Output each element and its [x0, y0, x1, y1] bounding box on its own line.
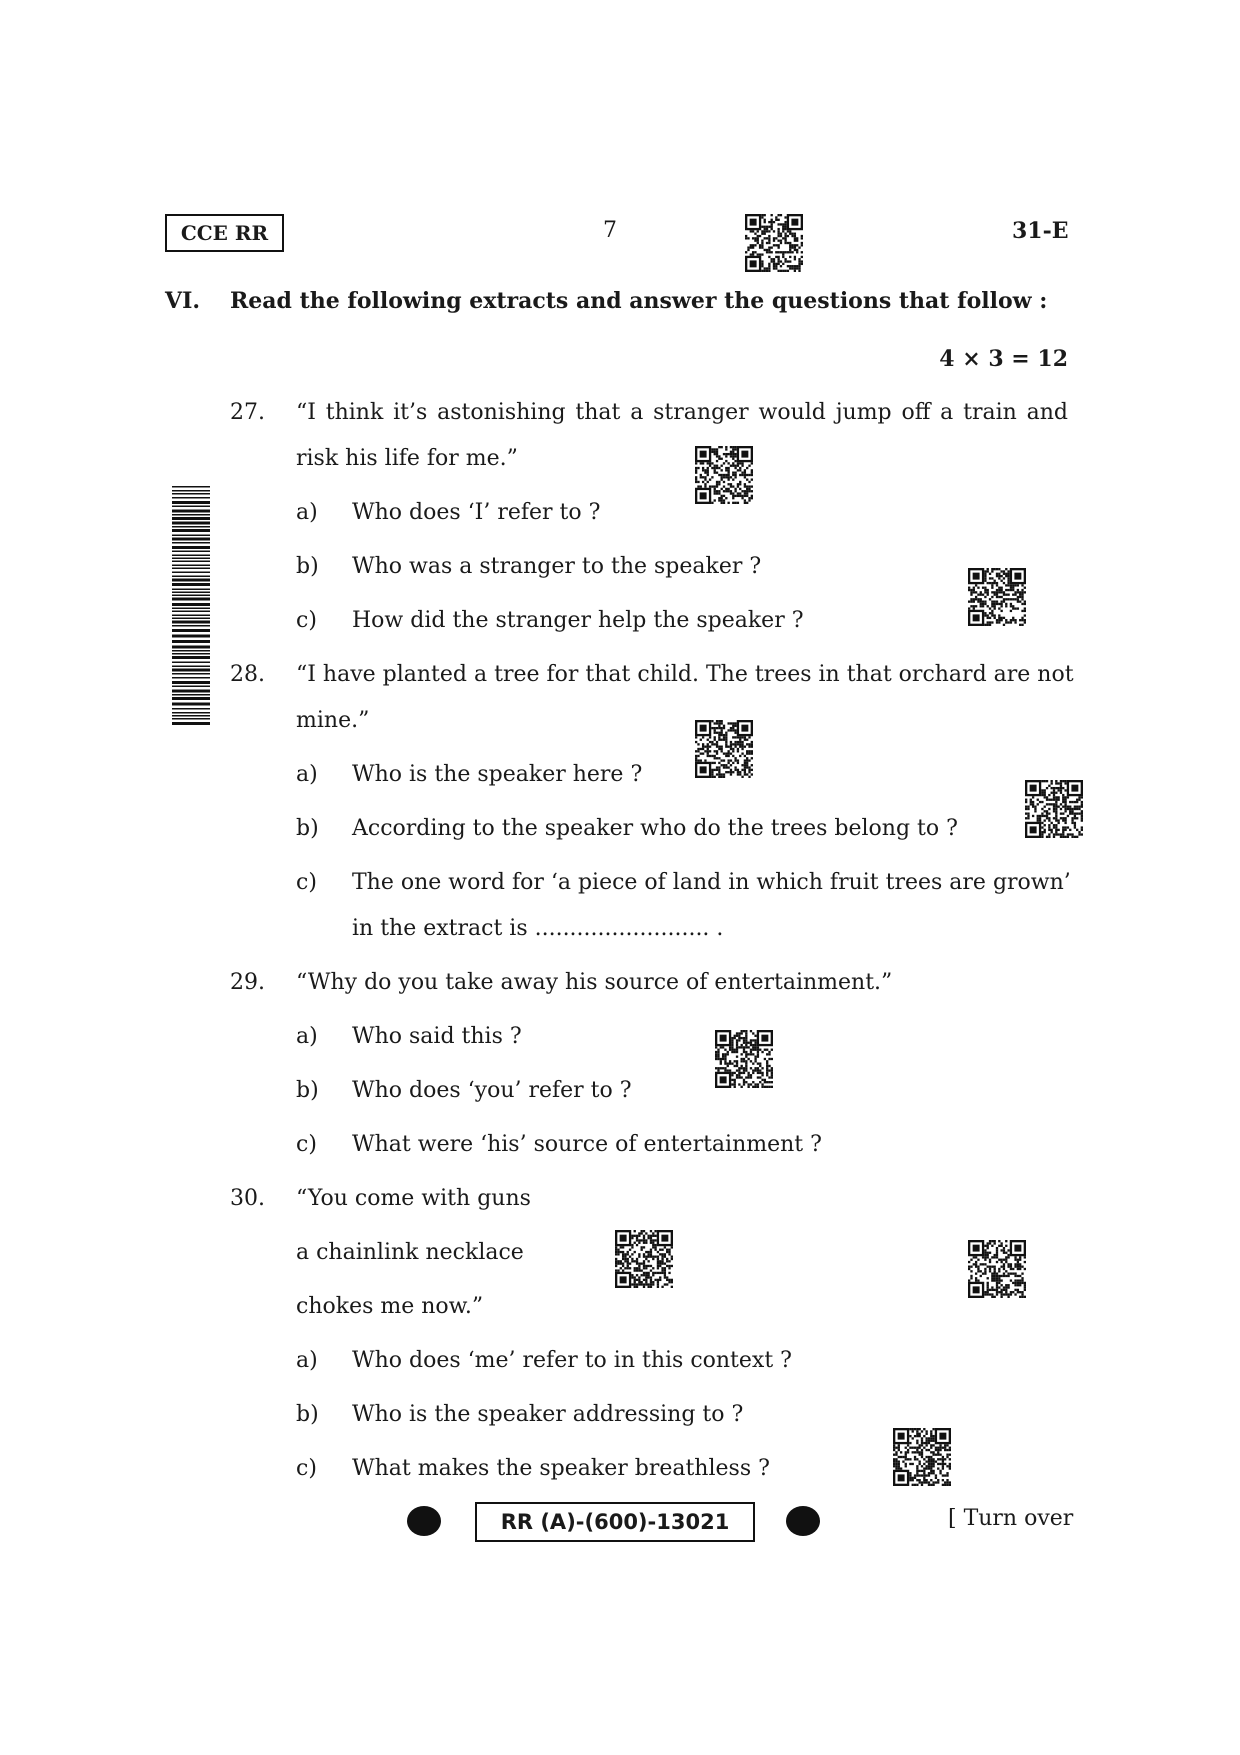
footer-code: RR (A)-(600)-13021: [475, 1502, 755, 1542]
option-text: Who is the speaker addressing to ?: [352, 1402, 744, 1427]
option-text: Who does ‘me’ refer to in this context ?: [352, 1348, 792, 1373]
option-label: a): [296, 1024, 318, 1049]
option-label: c): [296, 870, 317, 895]
qr-code-icon: [695, 720, 753, 778]
option-label: a): [296, 762, 318, 787]
question-text-line: chokes me now.”: [296, 1294, 484, 1319]
paper-code: 31-E: [1012, 218, 1069, 244]
option-text: What makes the speaker breathless ?: [352, 1456, 770, 1481]
question-number: 27.: [230, 400, 265, 425]
page-number: 7: [603, 218, 617, 243]
option-label: c): [296, 1132, 317, 1157]
option-text: What were ‘his’ source of entertainment ?: [352, 1132, 822, 1157]
option-text: Who does ‘I’ refer to ?: [352, 500, 601, 525]
section-marks: 4 × 3 = 12: [939, 346, 1068, 372]
question-text-line: “You come with guns: [296, 1186, 531, 1211]
option-text: Who was a stranger to the speaker ?: [352, 554, 762, 579]
question-text-line: risk his life for me.”: [296, 446, 518, 471]
exam-code: CCE RR: [165, 214, 284, 252]
qr-code-icon: [968, 568, 1026, 626]
question-text-line: a chainlink necklace: [296, 1240, 524, 1265]
option-label: c): [296, 608, 317, 633]
section-number: VI.: [165, 288, 201, 314]
section-title: Read the following extracts and answer the questions that follow :: [230, 288, 1048, 314]
option-text: How did the stranger help the speaker ?: [352, 608, 804, 633]
option-label: b): [296, 1078, 319, 1103]
turn-over-note: [ Turn over: [948, 1506, 1074, 1531]
qr-code-icon: [745, 214, 803, 272]
qr-code-icon: [893, 1428, 951, 1486]
option-text: Who does ‘you’ refer to ?: [352, 1078, 632, 1103]
option-text: According to the speaker who do the trees belong to ?: [352, 816, 958, 841]
option-label: b): [296, 1402, 319, 1427]
qr-code-icon: [968, 1240, 1026, 1298]
question-number: 28.: [230, 662, 265, 687]
option-label: a): [296, 1348, 318, 1373]
question-text-line: “I have planted a tree for that child. The trees in that orchard are not: [296, 662, 1074, 687]
registration-mark-icon: [407, 1506, 441, 1536]
barcode-icon: [172, 486, 210, 726]
option-label: b): [296, 816, 319, 841]
question-text-line: “Why do you take away his source of entertainment.”: [296, 970, 893, 995]
option-text: in the extract is ......................... .: [352, 916, 724, 941]
qr-code-icon: [695, 446, 753, 504]
option-text: The one word for ‘a piece of land in which fruit trees are grown’: [352, 870, 1071, 895]
qr-code-icon: [615, 1230, 673, 1288]
option-text: Who is the speaker here ?: [352, 762, 643, 787]
question-text-line: “I think it’s astonishing that a stranger would jump off a train and: [296, 400, 1068, 425]
option-label: a): [296, 500, 318, 525]
qr-code-icon: [715, 1030, 773, 1088]
registration-mark-icon: [786, 1506, 820, 1536]
question-text-line: mine.”: [296, 708, 370, 733]
question-number: 30.: [230, 1186, 265, 1211]
option-text: Who said this ?: [352, 1024, 522, 1049]
option-label: c): [296, 1456, 317, 1481]
question-number: 29.: [230, 970, 265, 995]
option-label: b): [296, 554, 319, 579]
qr-code-icon: [1025, 780, 1083, 838]
